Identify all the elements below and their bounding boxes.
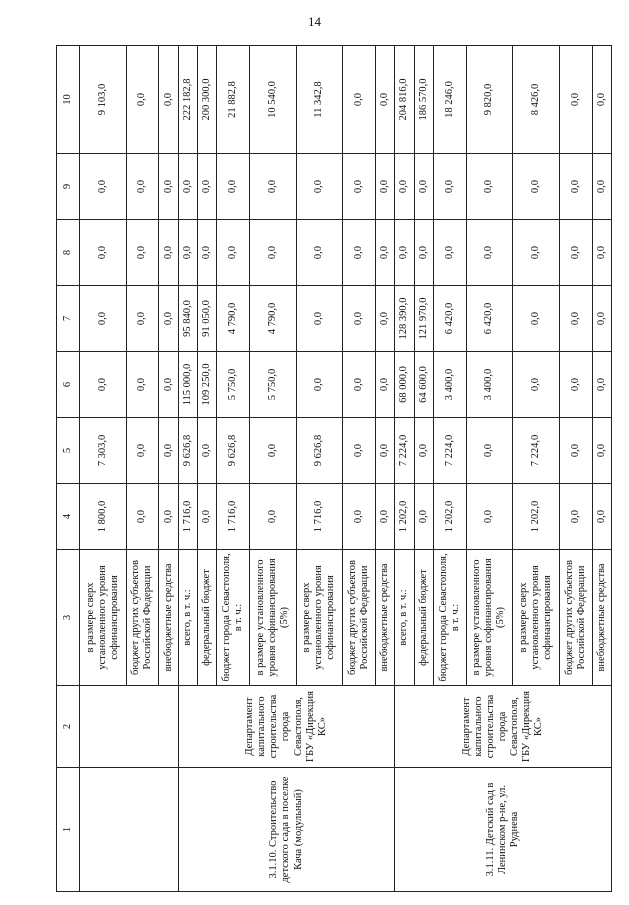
object-name-cell: 3.1.10. Строительство детского сада в поселке Кача (модульный) [178,768,395,892]
value-cell: 95 840,0 [178,286,197,352]
funding-source-label: в размере сверх установленного уровня софинансирования [296,550,343,686]
value-cell: 0,0 [159,484,178,550]
value-cell: 0,0 [433,154,466,220]
value-cell: 0,0 [250,418,297,484]
value-cell: 3 400,0 [433,352,466,418]
funding-source-label: внебюджетные средства [592,550,611,686]
rotated-table-frame [56,46,612,892]
value-cell: 0,0 [559,352,592,418]
value-cell: 0,0 [296,154,343,220]
value-cell: 0,0 [513,352,560,418]
value-cell: 0,0 [395,154,414,220]
value-cell: 0,0 [513,286,560,352]
funding-source-label: в размере установленного уровня софинансирования (5%) [466,550,513,686]
value-cell: 0,0 [466,154,513,220]
value-cell: 0,0 [395,220,414,286]
value-cell: 0,0 [414,484,433,550]
value-cell: 204 816,0 [395,46,414,154]
value-cell: 0,0 [296,352,343,418]
value-cell: 0,0 [559,484,592,550]
executor-cell: Департамент капитального строительства города Севастополя, ГБУ «Дирекция КС» [178,686,395,768]
value-cell: 0,0 [126,220,159,286]
value-cell: 0,0 [80,286,127,352]
value-cell: 4 790,0 [217,286,250,352]
value-cell: 0,0 [376,352,395,418]
value-cell: 0,0 [250,154,297,220]
header-cell: 10 [57,46,80,154]
value-cell: 0,0 [126,46,159,154]
value-cell: 1 716,0 [178,484,197,550]
funding-source-label: всего, в т. ч.: [178,550,197,686]
value-cell: 0,0 [343,154,376,220]
value-cell: 0,0 [592,352,611,418]
value-cell: 1 202,0 [513,484,560,550]
value-cell: 0,0 [376,484,395,550]
value-cell: 0,0 [466,220,513,286]
value-cell: 0,0 [414,154,433,220]
executor-cell-continued [80,686,179,768]
object-cell-continued [80,768,179,892]
value-cell: 1 716,0 [217,484,250,550]
funding-source-label: всего, в т. ч.: [395,550,414,686]
value-cell: 0,0 [343,220,376,286]
header-cell: 7 [57,286,80,352]
value-cell: 0,0 [559,286,592,352]
value-cell: 9 626,8 [217,418,250,484]
value-cell: 0,0 [592,286,611,352]
value-cell: 121 970,0 [414,286,433,352]
value-cell: 0,0 [376,46,395,154]
value-cell: 1 202,0 [395,484,414,550]
value-cell: 0,0 [159,352,178,418]
value-cell: 0,0 [466,418,513,484]
value-cell: 0,0 [197,154,216,220]
funding-source-label: федеральный бюджет [414,550,433,686]
value-cell: 0,0 [414,418,433,484]
header-cell: 4 [57,484,80,550]
value-cell: 0,0 [559,220,592,286]
value-cell: 64 600,0 [414,352,433,418]
value-cell: 0,0 [513,220,560,286]
value-cell: 0,0 [217,220,250,286]
value-cell: 0,0 [126,286,159,352]
funding-source-label: внебюджетные средства [159,550,178,686]
value-cell: 0,0 [592,46,611,154]
value-cell: 7 224,0 [513,418,560,484]
value-cell: 0,0 [197,220,216,286]
executor-cell: Департамент капитального строительства города Севастополя, ГБУ «Дирекция КС» [395,686,612,768]
value-cell: 0,0 [559,154,592,220]
value-cell: 0,0 [376,418,395,484]
value-cell: 0,0 [159,220,178,286]
value-cell: 21 882,8 [217,46,250,154]
value-cell: 0,0 [343,46,376,154]
value-cell: 6 420,0 [433,286,466,352]
budget-table [56,45,612,892]
value-cell: 10 540,0 [250,46,297,154]
funding-source-label: в размере установленного уровня софинансирования (5%) [250,550,297,686]
value-cell: 0,0 [250,220,297,286]
value-cell: 18 246,0 [433,46,466,154]
value-cell: 0,0 [217,154,250,220]
funding-source-label: в размере сверх установленного уровня софинансирования [80,550,127,686]
value-cell: 9 626,8 [178,418,197,484]
value-cell: 68 000,0 [395,352,414,418]
value-cell: 5 750,0 [250,352,297,418]
value-cell: 3 400,0 [466,352,513,418]
object-name-cell: 3.1.11. Детский сад в Ленинском р-не, ул. Руднева [395,768,612,892]
value-cell: 0,0 [559,46,592,154]
table-body [57,46,612,892]
value-cell: 0,0 [126,484,159,550]
value-cell: 0,0 [296,286,343,352]
value-cell: 0,0 [178,154,197,220]
value-cell: 1 716,0 [296,484,343,550]
value-cell: 109 250,0 [197,352,216,418]
value-cell: 1 202,0 [433,484,466,550]
value-cell: 0,0 [159,418,178,484]
value-cell: 115 000,0 [178,352,197,418]
value-cell: 91 050,0 [197,286,216,352]
value-cell: 0,0 [197,484,216,550]
value-cell: 9 626,8 [296,418,343,484]
value-cell: 0,0 [126,154,159,220]
value-cell: 0,0 [80,154,127,220]
value-cell: 6 420,0 [466,286,513,352]
value-cell: 0,0 [559,418,592,484]
value-cell: 7 303,0 [80,418,127,484]
funding-source-label: федеральный бюджет [197,550,216,686]
value-cell: 0,0 [513,154,560,220]
table-row [80,46,127,892]
value-cell: 11 342,8 [296,46,343,154]
value-cell: 0,0 [592,484,611,550]
value-cell: 0,0 [126,418,159,484]
value-cell: 0,0 [592,220,611,286]
value-cell: 7 224,0 [395,418,414,484]
value-cell: 0,0 [376,154,395,220]
value-cell: 0,0 [197,418,216,484]
value-cell: 7 224,0 [433,418,466,484]
page-number: 14 [308,14,321,29]
funding-source-label: бюджет других субъектов Российской Федерации [559,550,592,686]
value-cell: 0,0 [592,154,611,220]
header-cell: 5 [57,418,80,484]
value-cell: 1 800,0 [80,484,127,550]
header-cell: 9 [57,154,80,220]
value-cell: 0,0 [414,220,433,286]
value-cell: 0,0 [343,484,376,550]
value-cell: 0,0 [159,46,178,154]
table-row [395,46,414,892]
header-cell: 3 [57,550,80,686]
value-cell: 0,0 [126,352,159,418]
value-cell: 0,0 [178,220,197,286]
table-row [178,46,197,892]
value-cell: 0,0 [250,484,297,550]
value-cell: 0,0 [376,220,395,286]
value-cell: 0,0 [296,220,343,286]
funding-source-label: внебюджетные средства [376,550,395,686]
value-cell: 0,0 [433,220,466,286]
value-cell: 0,0 [80,352,127,418]
value-cell: 0,0 [466,484,513,550]
value-cell: 0,0 [159,286,178,352]
funding-source-label: бюджет города Севастополя, в т. ч.: [217,550,250,686]
value-cell: 186 570,0 [414,46,433,154]
funding-source-label: бюджет других субъектов Российской Федерации [126,550,159,686]
header-row [57,46,80,892]
value-cell: 0,0 [343,418,376,484]
value-cell: 0,0 [159,154,178,220]
header-cell: 6 [57,352,80,418]
value-cell: 0,0 [343,286,376,352]
value-cell: 0,0 [343,352,376,418]
header-cell: 8 [57,220,80,286]
value-cell: 0,0 [376,286,395,352]
header-cell: 1 [57,768,80,892]
value-cell: 8 426,0 [513,46,560,154]
funding-source-label: бюджет других субъектов Российской Федерации [343,550,376,686]
value-cell: 0,0 [592,418,611,484]
funding-source-label: в размере сверх установленного уровня софинансирования [513,550,560,686]
value-cell: 128 390,0 [395,286,414,352]
value-cell: 200 300,0 [197,46,216,154]
value-cell: 9 820,0 [466,46,513,154]
value-cell: 4 790,0 [250,286,297,352]
header-cell: 2 [57,686,80,768]
funding-source-label: бюджет города Севастополя, в т. ч.: [433,550,466,686]
value-cell: 5 750,0 [217,352,250,418]
value-cell: 222 182,8 [178,46,197,154]
value-cell: 9 103,0 [80,46,127,154]
value-cell: 0,0 [80,220,127,286]
